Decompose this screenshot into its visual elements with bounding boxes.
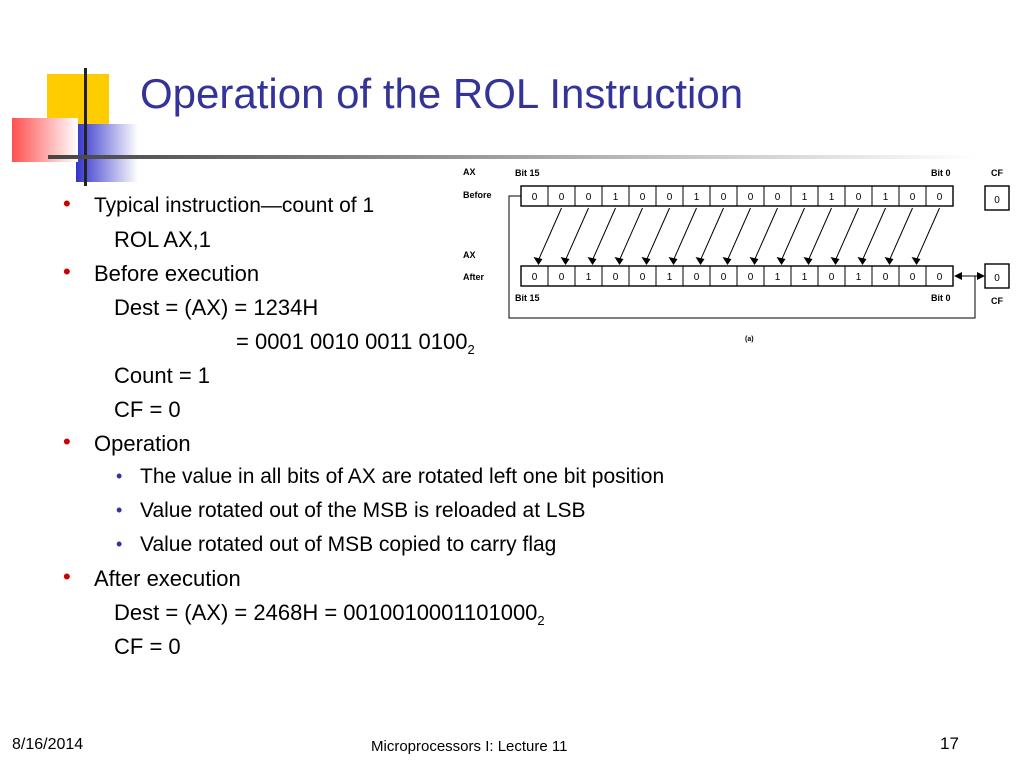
bit15-label-top: Bit 15	[515, 168, 540, 178]
operation-point-1: The value in all bits of AX are rotated left one bit position	[140, 465, 665, 488]
before-bit-14: 0	[558, 192, 565, 203]
cf-value-before: 0	[994, 195, 1000, 206]
before-bit-9: 1	[693, 192, 700, 203]
before-label: Before	[463, 190, 492, 200]
after-bit-9: 0	[693, 272, 700, 283]
vertical-rule	[84, 68, 87, 186]
before-cf: CF = 0	[114, 397, 181, 422]
before-bit-4: 1	[828, 192, 835, 203]
shift-arrowhead-5	[642, 257, 651, 265]
before-bit-5: 1	[801, 192, 808, 203]
before-dest-value: Dest = (AX) = 1234H	[114, 295, 319, 320]
shift-arrow-8	[728, 208, 751, 260]
shift-arrowhead-8	[723, 257, 732, 265]
cf-value-after: 0	[994, 273, 1000, 284]
after-cf: CF = 0	[114, 634, 181, 659]
before-bit-12: 1	[612, 192, 619, 203]
bullet-dot: •	[63, 259, 71, 284]
after-bit-5: 1	[801, 272, 808, 283]
bullet-after-execution: After execution	[94, 566, 241, 591]
shift-arrowhead-3	[588, 257, 597, 265]
shift-arrowhead-1	[534, 257, 543, 265]
after-bit-2: 0	[882, 272, 889, 283]
before-bit-13: 0	[585, 192, 592, 203]
operation-point-3: Value rotated out of MSB copied to carry flag	[140, 533, 557, 556]
after-dest-value: Dest = $(AX) = 2468H = 0010010001101000_2$	[114, 600, 545, 628]
shift-arrow-13	[863, 208, 886, 260]
cf-label-top: CF	[991, 168, 1003, 178]
bullet-dot: •	[63, 429, 71, 454]
shift-arrow-15	[917, 208, 940, 260]
shift-arrow-1	[539, 208, 562, 260]
after-bit-4: 0	[828, 272, 835, 283]
bullet-before-execution: Before execution	[94, 261, 260, 286]
after-bit-13: 1	[585, 272, 592, 283]
rotate-path	[509, 196, 975, 318]
sub-bullet-dot: •	[116, 534, 123, 554]
shift-arrow-7	[701, 208, 724, 260]
shift-arrow-2	[566, 208, 589, 260]
after-bit-14: 0	[558, 272, 565, 283]
shift-arrow-3	[593, 208, 616, 260]
after-bit-12: 0	[612, 272, 619, 283]
before-bit-15: 0	[531, 192, 538, 203]
bit0-label-top: Bit 0	[931, 168, 951, 178]
shift-arrowhead-13	[858, 257, 867, 265]
after-bit-11: 0	[639, 272, 646, 283]
before-bit-2: 1	[882, 192, 889, 203]
carry-arrowhead	[977, 272, 985, 280]
slide-title: Operation of the ROL Instruction	[140, 70, 744, 117]
bit15-label-bottom: Bit 15	[515, 293, 540, 303]
rol-diagram	[455, 158, 1020, 348]
bullet-typical-instruction: Typical instruction—count of 1	[94, 194, 375, 217]
shift-arrow-14	[890, 208, 913, 260]
after-label: After	[463, 272, 485, 282]
before-bit-11: 0	[639, 192, 646, 203]
shift-arrow-11	[809, 208, 832, 260]
ax-label-top: AX	[463, 167, 476, 177]
shift-arrowhead-11	[804, 257, 813, 265]
after-bit-15: 0	[531, 272, 538, 283]
shift-arrowhead-10	[777, 257, 786, 265]
before-bit-6: 0	[774, 192, 781, 203]
figure-caption: (a)	[745, 336, 754, 343]
after-bit-0: 0	[936, 272, 943, 283]
shift-arrow-9	[755, 208, 778, 260]
shift-arrow-10	[782, 208, 805, 260]
shift-arrow-12	[836, 208, 859, 260]
shift-arrow-5	[647, 208, 670, 260]
shift-arrowhead-7	[696, 257, 705, 265]
bullet-dot: •	[63, 191, 71, 216]
before-binary-value: = 0001 0010 0011 $0100_2$	[236, 329, 475, 357]
after-bit-3: 1	[855, 272, 862, 283]
shift-arrow-6	[674, 208, 697, 260]
after-bit-7: 0	[747, 272, 754, 283]
sub-bullet-dot: •	[116, 466, 123, 486]
before-bit-7: 0	[747, 192, 754, 203]
bullet-dot: •	[63, 564, 71, 589]
shift-arrowhead-12	[831, 257, 840, 265]
shift-arrowhead-9	[750, 257, 759, 265]
shift-arrowhead-15	[912, 257, 921, 265]
bullet-operation: Operation	[94, 431, 191, 456]
operation-point-2: Value rotated out of the MSB is reloaded at LSB	[140, 499, 586, 522]
shift-arrowhead-14	[885, 257, 894, 265]
shift-arrow-4	[620, 208, 643, 260]
before-count: Count = 1	[114, 363, 211, 388]
after-bit-8: 0	[720, 272, 727, 283]
after-bit-1: 0	[909, 272, 916, 283]
before-bit-1: 0	[909, 192, 916, 203]
after-bit-6: 1	[774, 272, 781, 283]
after-bit-10: 1	[666, 272, 673, 283]
footer-course: Microprocessors I: Lecture 11	[371, 738, 568, 755]
footer-date: 8/16/2014	[12, 736, 84, 753]
sub-bullet-dot: •	[116, 500, 123, 520]
before-bit-10: 0	[666, 192, 673, 203]
shift-arrowhead-2	[561, 257, 570, 265]
footer-page-number: 17	[940, 734, 959, 753]
cf-label-bottom: CF	[991, 296, 1003, 306]
shift-arrowhead-6	[669, 257, 678, 265]
instruction-example: ROL AX,1	[114, 227, 212, 252]
shift-arrowhead-4	[615, 257, 624, 265]
before-bit-8: 0	[720, 192, 727, 203]
ax-label-bottom: AX	[463, 250, 476, 260]
before-bit-3: 0	[855, 192, 862, 203]
before-bit-0: 0	[936, 192, 943, 203]
bit0-label-bottom: Bit 0	[931, 293, 951, 303]
